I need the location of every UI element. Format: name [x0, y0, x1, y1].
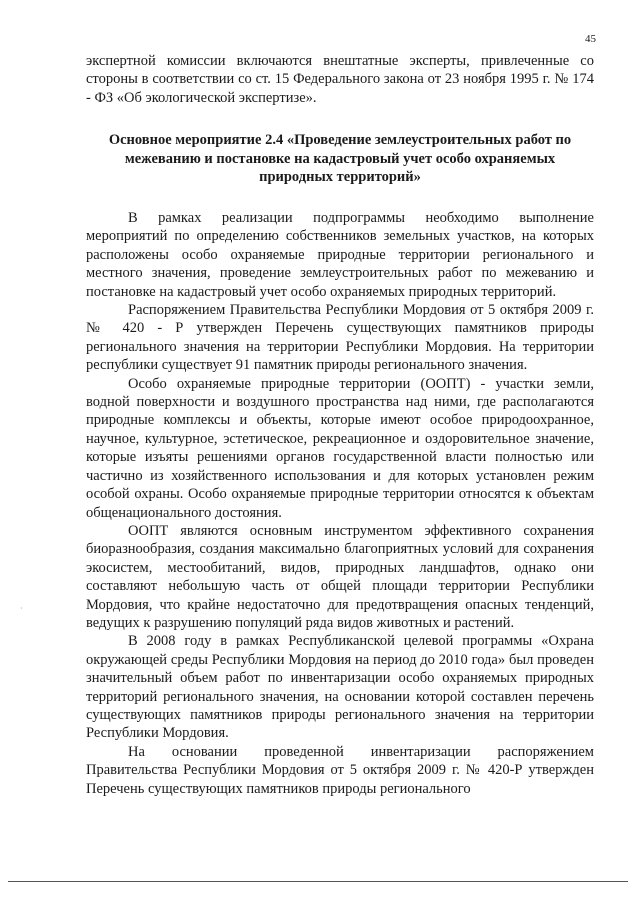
body-paragraph: На основании проведенной инвентаризации распоряжением Правительства Республики Мордовия от 5 октября 2009 г. № 420-Р утвержден Перечень существующих памятников природы регионального	[86, 743, 594, 797]
body-paragraph: В 2008 году в рамках Республиканской целевой программы «Охрана окружающей среды Республики Мордовия на период до 2010 года» был проведен значительный объем работ по инвентаризации особо охраняемых природных территорий регионального значения, на основании которой составлен перечень существующих памятников природы регионального значения на территории Республики Мордовия.	[86, 633, 594, 742]
scan-artifact: ·	[20, 604, 23, 613]
body-paragraph: В рамках реализации подпрограммы необходимо выполнение мероприятий по определению собственников земельных участков, на которых расположены особо охраняемые природные территории регионального и местного значения, проведение землеустроительных работ по межеванию и постановке на кадастровый учет особо охраняемых природных территорий.	[86, 210, 594, 300]
section-heading: Основное мероприятие 2.4 «Проведение землеустроительных работ по межеванию и постановке на кадастровый учет особо охраняемых природных территорий»	[108, 132, 572, 186]
body-paragraph: ООПТ являются основным инструментом эффективного сохранения биоразнообразия, создания максимально благоприятных условий для сохранения экосистем, местообитаний, видов, природных ландшафтов, однако они составляют небольшую часть от общей площади территории Республики Мордовия, что крайне недостаточно для предотвращения опасных тенденций, ведущих к разрушению популяций ряда видов животных и растений.	[86, 522, 594, 631]
intro-paragraph: экспертной комиссии включаются внештатные эксперты, привлеченные со стороны в соответствии со ст. 15 Федерального закона от 23 ноября 1995 г. № 174 - ФЗ «Об экологической экспертизе».	[86, 53, 594, 106]
body-paragraph: Распоряжением Правительства Республики Мордовия от 5 октября 2009 г. № 420 - Р утвержден Перечень существующих памятников природы регионального значения на территории Республики Мордовия. На территории республики существует 91 памятник природы регионального значения.	[86, 302, 594, 374]
page-body	[86, 52, 594, 798]
page-number: 45	[585, 33, 596, 45]
body-paragraph: Особо охраняемые природные территории (ООПТ) - участки земли, водной поверхности и воздушного пространства над ними, где располагаются природные комплексы и объекты, которые имеют особое природоохранное, научное, культурное, эстетическое, рекреационное и оздоровительное значение, которые изъяты решениями органов государственной власти полностью или частично из хозяйственного использования и для которых установлен режим особой охраны. Особо охраняемые природные территории относятся к объектам общенационального достояния.	[86, 375, 594, 521]
footer-divider	[8, 881, 628, 882]
